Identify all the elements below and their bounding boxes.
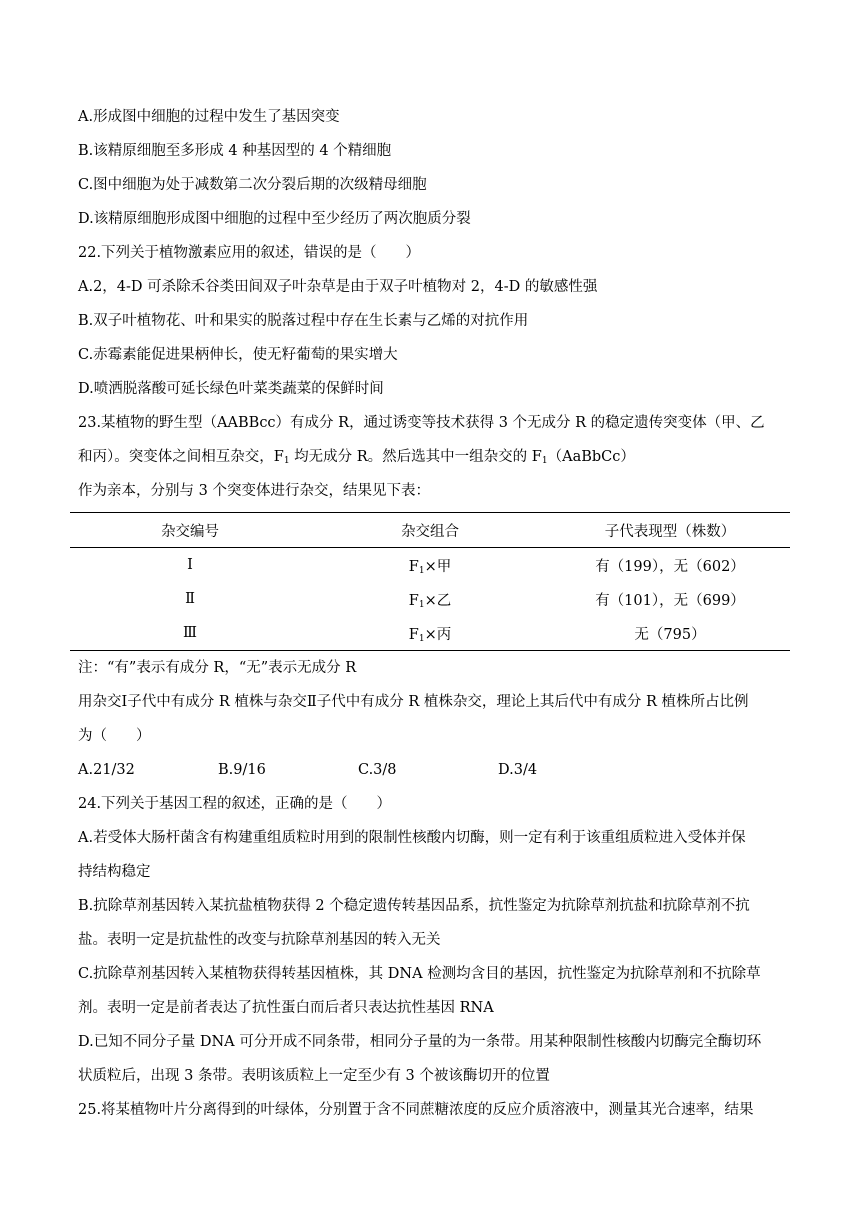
q23-question-line1: 用杂交Ⅰ子代中有成分 R 植株与杂交Ⅱ子代中有成分 R 植株杂交，理论上其后代中有成分 R 植株所占比例 <box>78 694 749 710</box>
q25-stem: 25.将某植物叶片分离得到的叶绿体，分别置于含不同蔗糖浓度的反应介质溶液中，测量其光合速率，结果 <box>78 1102 754 1118</box>
q23-note: 注：“有”表示有成分 R，“无”表示无成分 R <box>78 660 357 676</box>
q22-option-a: A.2，4-D 可杀除禾谷类田间双子叶杂草是由于双子叶植物对 2，4-D 的敏感性强 <box>78 279 598 295</box>
table-row <box>70 616 790 651</box>
q23-option-d: D.3/4 <box>498 762 538 778</box>
header-offspring: 子代表现型（株数） <box>604 523 736 540</box>
cross-id: Ⅲ <box>183 625 197 641</box>
q23-stem-line1: 23.某植物的野生型（AABBcc）有成分 R，通过诱变等技术获得 3 个无成分 R 的稳定遗传突变体（甲、乙 <box>78 415 765 431</box>
cross-combo: $F_1\times$甲 <box>408 558 452 576</box>
q23-options <box>78 753 790 787</box>
header-cross-combo: 杂交组合 <box>401 523 459 540</box>
q24-line: 状质粒后，出现 3 条带。表明该质粒上一定至少有 3 个被该酶切开的位置 <box>78 1068 550 1084</box>
table-row <box>70 582 790 616</box>
q24-line: 持结构稳定 <box>78 864 151 880</box>
q24-line: C.抗除草剂基因转入某植物获得转基因植株，其 DNA 检测均含目的基因，抗性鉴定为抗除草剂和不抗除草 <box>78 966 761 982</box>
q23-question-line2: 为（ ） <box>78 728 151 744</box>
q24-line: B.抗除草剂基因转入某抗盐植物获得 2 个稳定遗传转基因品系，抗性鉴定为抗除草剂抗盐和抗除草剂不抗 <box>78 898 750 914</box>
q22-stem: 22.下列关于植物激素应用的叙述，错误的是（ ） <box>78 245 421 261</box>
q21-option-a: A.形成图中细胞的过程中发生了基因突变 <box>78 109 340 125</box>
q23-option-a: A.21/32 <box>78 762 135 778</box>
q22-option-d: D.喷洒脱落酸可延长绿色叶菜类蔬菜的保鲜时间 <box>78 381 384 397</box>
q23-stem-line2: 和丙）。突变体之间相互杂交，$F_1$ 均无成分 R。然后选其中一组杂交的 $F_1(AaBbCc)$ <box>78 449 635 466</box>
q23-option-c: C.3/8 <box>358 762 397 778</box>
q21-option-c: C.图中细胞为处于减数第二次分裂后期的次级精母细胞 <box>78 177 427 193</box>
cross-id: Ⅰ <box>187 557 193 573</box>
cross-id: Ⅱ <box>185 591 195 607</box>
q23-option-b: B.9/16 <box>218 762 266 778</box>
q24-line: 剂。表明一定是前者表达了抗性蛋白而后者只表达抗性基因 RNA <box>78 1000 494 1016</box>
cross-results-table <box>70 512 790 651</box>
q22-option-b: B.双子叶植物花、叶和果实的脱落过程中存在生长素与乙烯的对抗作用 <box>78 313 529 329</box>
q21-option-b: B.该精原细胞至多形成 4 种基因型的 4 个精细胞 <box>78 143 392 159</box>
q24-stem: 24.下列关于基因工程的叙述，正确的是（ ） <box>78 796 392 812</box>
q24-line: A.若受体大肠杆菌含有构建重组质粒时用到的限制性核酸内切酶，则一定有利于该重组质粒进入受体并保 <box>78 830 746 846</box>
q24-line: D.已知不同分子量 DNA 可分开成不同条带，相同分子量的为一条带。用某种限制性核酸内切酶完全酶切环 <box>78 1034 762 1050</box>
table-row <box>70 548 790 583</box>
cross-combo: $F_1\times$丙 <box>408 626 452 644</box>
offspring-result: 有（101），无（699） <box>595 592 745 609</box>
q23-stem-line3: 作为亲本，分别与 3 个突变体进行杂交，结果见下表： <box>78 483 430 499</box>
table-header-row <box>70 513 790 548</box>
document-page <box>78 100 790 1127</box>
cross-combo: $F_1\times$乙 <box>408 592 452 610</box>
q24-line: 盐。表明一定是抗盐性的改变与抗除草剂基因的转入无关 <box>78 932 441 948</box>
offspring-result: 无（795） <box>634 626 706 643</box>
header-cross-id: 杂交编号 <box>161 523 219 540</box>
q22-option-c: C.赤霉素能促进果柄伸长，使无籽葡萄的果实增大 <box>78 347 398 363</box>
q21-option-d: D.该精原细胞形成图中细胞的过程中至少经历了两次胞质分裂 <box>78 211 471 227</box>
offspring-result: 有（199），无（602） <box>595 558 745 575</box>
